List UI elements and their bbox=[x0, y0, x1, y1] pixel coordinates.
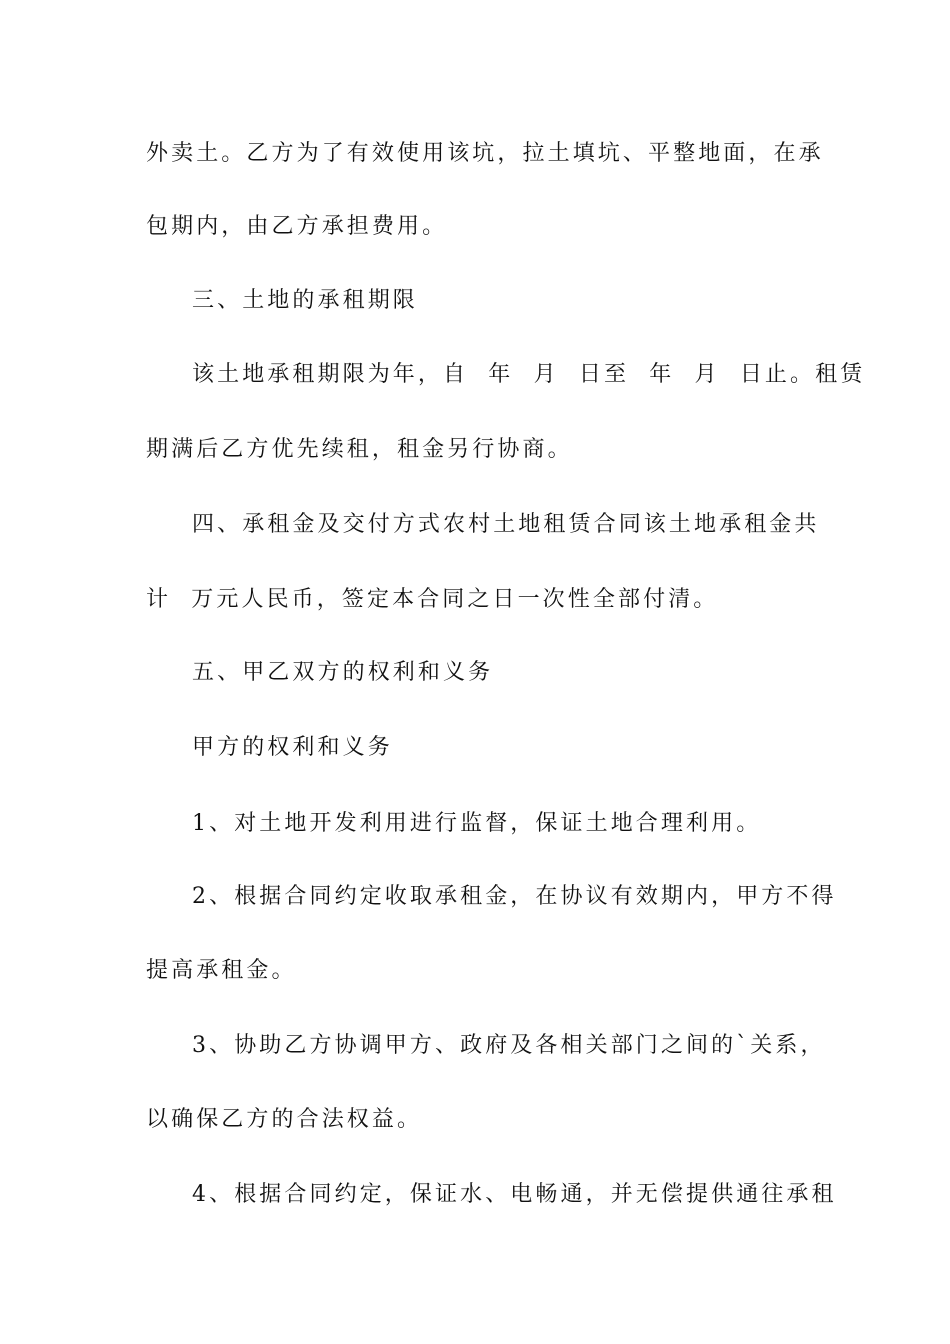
text-line: 外卖土。乙方为了有效使用该坑，拉土填坑、平整地面，在承 bbox=[146, 141, 824, 166]
section-heading: 三、土地的承租期限 bbox=[192, 288, 418, 313]
list-item: 2、根据合同约定收取承租金，在协议有效期内，甲方不得 bbox=[192, 884, 837, 909]
text-line: 该土地承租期限为年，自 年 月 日至 年 月 日止。租赁 bbox=[192, 362, 866, 387]
list-item: 4、根据合同约定，保证水、电畅通，并无偿提供通往承租 bbox=[192, 1182, 837, 1207]
text-line: 提高承租金。 bbox=[146, 958, 297, 983]
text-line: 期满后乙方优先续租，租金另行协商。 bbox=[146, 437, 573, 462]
text-line: 四、承租金及交付方式农村土地租赁合同该土地承租金共 bbox=[192, 512, 820, 537]
text-line: 以确保乙方的合法权益。 bbox=[146, 1107, 423, 1132]
text-line: 包期内，由乙方承担费用。 bbox=[146, 214, 448, 239]
text-line: 计 万元人民币，签定本合同之日一次性全部付清。 bbox=[146, 587, 719, 612]
list-item: 3、协助乙方协调甲方、政府及各相关部门之间的`关系， bbox=[192, 1033, 826, 1058]
section-heading: 五、甲乙双方的权利和义务 bbox=[192, 660, 494, 685]
sub-heading: 甲方的权利和义务 bbox=[192, 735, 393, 760]
list-item: 1、对土地开发利用进行监督，保证土地合理利用。 bbox=[192, 811, 762, 836]
